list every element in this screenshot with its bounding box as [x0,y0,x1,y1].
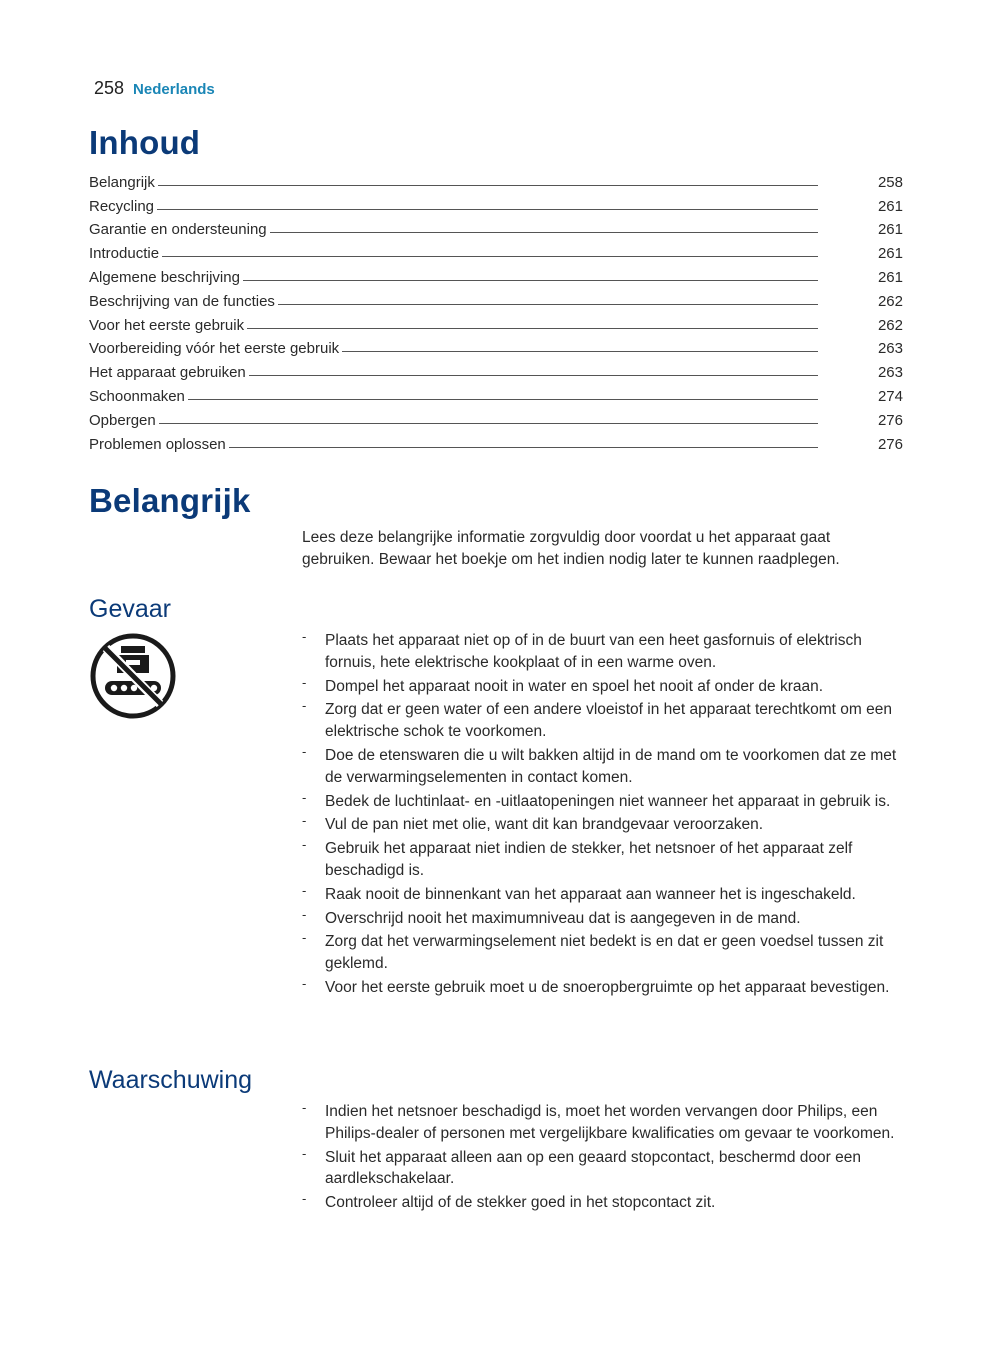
toc-entry-title: Het apparaat gebruiken [89,364,246,382]
intro-paragraph: Lees deze belangrijke informatie zorgvuldig door voordat u het apparaat gaat gebruiken. Bewaar het boekje om het indien nodig later te kunnen raadplegen. [302,529,840,568]
bullet-dash: - [302,930,307,946]
toc-entry [89,262,903,286]
danger-list [302,630,912,1001]
toc-entry [89,286,903,310]
list-item-text: Indien het netsnoer beschadigd is, moet het worden vervangen door Philips, een Philips-dealer of personen met vergelijkbare kwalificaties om gevaar te voorkomen. [325,1103,895,1142]
table-of-contents [89,167,903,453]
list-item [302,814,912,836]
toc-entry [89,167,903,191]
toc-entry [89,357,903,381]
toc-leader-line [159,422,818,424]
toc-entry-title: Opbergen [89,411,156,429]
toc-entry-page: 261 [877,221,903,239]
list-item [302,630,912,674]
toc-entry-title: Voor het eerste gebruik [89,316,245,334]
bullet-dash: - [302,1100,307,1115]
page-header [94,78,215,99]
toc-entry-page: 261 [877,197,903,215]
list-item [302,838,912,882]
toc-entry-title: Voorbereiding vóór het eerste gebruik [89,340,340,358]
toc-entry-page: 263 [877,340,903,358]
toc-entry [89,334,903,358]
toc-leader-line [162,255,818,257]
bullet-dash: - [302,1145,307,1161]
list-item [302,1192,912,1214]
list-item-text: Doe de etenswaren die u wilt bakken altijd in de mand om te voorkomen dat ze met de verwarmingselementen in contact komen. [325,746,897,786]
toc-entry [89,215,903,239]
list-item-text: Vul de pan niet met olie, want dit kan brandgevaar veroorzaken. [325,816,763,834]
list-item [302,884,912,906]
bullet-dash: - [302,813,307,829]
toc-entry [89,191,903,215]
list-item-text: Controleer altijd of de stekker goed in het stopcontact zit. [325,1194,716,1212]
list-item [302,1101,912,1145]
page-language: Nederlands [133,81,215,98]
section-title-important: Belangrijk [89,482,251,519]
bullet-dash: - [302,743,307,759]
bullet-dash: - [302,1191,307,1207]
toc-leader-line [249,374,818,376]
toc-entry [89,381,903,405]
bullet-dash: - [302,698,307,714]
list-item [302,745,912,789]
list-item-text: Raak nooit de binnenkant van het apparaat aan wanneer het is ingeschakeld. [325,885,856,903]
toc-entry-page: 258 [877,173,903,191]
bullet-dash: - [302,837,307,853]
list-item [302,699,912,743]
toc-entry-title: Algemene beschrijving [89,268,240,286]
list-item-text: Zorg dat het verwarmingselement niet bedekt is en dat er geen voedsel tussen zit geklemd. [325,933,884,973]
list-item-text: Voor het eerste gebruik moet u de snoeropbergruimte op het apparaat bevestigen. [325,978,890,996]
toc-entry-page: 274 [877,387,903,405]
list-item [302,931,912,975]
toc-entry [89,238,903,262]
bullet-dash: - [302,789,307,805]
bullet-dash: - [302,629,307,644]
toc-leader-line [229,446,818,448]
toc-leader-line [247,327,818,329]
toc-entry [89,405,903,429]
toc-entry-title: Schoonmaken [89,387,185,405]
bullet-dash: - [302,906,307,922]
list-item-text: Plaats het apparaat niet op of in de buurt van een heet gasfornuis of elektrisch fornuis, hete elektrische kookplaat of in een warme oven. [325,632,862,671]
toc-entry-page: 263 [877,364,903,382]
list-item [302,908,912,930]
toc-leader-line [157,208,818,210]
list-item-text: Sluit het apparaat alleen aan op een geaard stopcontact, beschermd door een aardlekschakelaar. [325,1148,861,1188]
bullet-dash: - [302,674,307,690]
section-title-warning: Waarschuwing [89,1066,253,1094]
bullet-dash: - [302,882,307,898]
warning-list [302,1101,912,1216]
toc-entry-page: 261 [877,268,903,286]
bullet-dash: - [302,975,307,991]
toc-entry-title: Problemen oplossen [89,435,226,453]
list-item-text: Bedek de luchtinlaat- en -uitlaatopeningen niet wanneer het apparaat in gebruik is. [325,792,891,810]
toc-entry-page: 262 [877,316,903,334]
list-item [302,791,912,813]
toc-entry-title: Beschrijving van de functies [89,292,275,310]
toc-entry [89,310,903,334]
toc-leader-line [158,184,818,186]
toc-leader-line [188,398,818,400]
list-item [302,977,912,999]
list-item [302,1147,912,1191]
list-item-text: Gebruik het apparaat niet indien de stekker, het netsnoer of het apparaat zelf beschadigd is. [325,840,853,879]
toc-entry-title: Garantie en ondersteuning [89,221,267,239]
toc-entry-page: 276 [877,435,903,453]
toc-entry-title: Recycling [89,197,155,215]
toc-leader-line [270,231,818,233]
toc-entry-title: Belangrijk [89,173,155,191]
no-immersion-icon [88,631,178,721]
toc-leader-line [342,350,818,352]
list-item-text: Dompel het apparaat nooit in water en spoel het nooit af onder de kraan. [325,677,824,695]
toc-entry [89,429,903,453]
toc-entry-page: 262 [877,292,903,310]
list-item-text: Overschrijd nooit het maximumniveau dat is aangegeven in de mand. [325,909,801,927]
list-item-text: Zorg dat er geen water of een andere vloeistof in het apparaat terechtkomt om een elektrische schok te voorkomen. [325,701,892,741]
toc-title: Inhoud [89,124,201,161]
page-number: 258 [94,78,125,98]
toc-entry-title: Introductie [89,245,160,263]
toc-entry-page: 261 [877,245,903,263]
toc-entry-page: 276 [877,411,903,429]
list-item [302,676,912,698]
toc-leader-line [243,279,818,281]
toc-leader-line [278,303,818,305]
section-title-danger: Gevaar [89,595,171,623]
